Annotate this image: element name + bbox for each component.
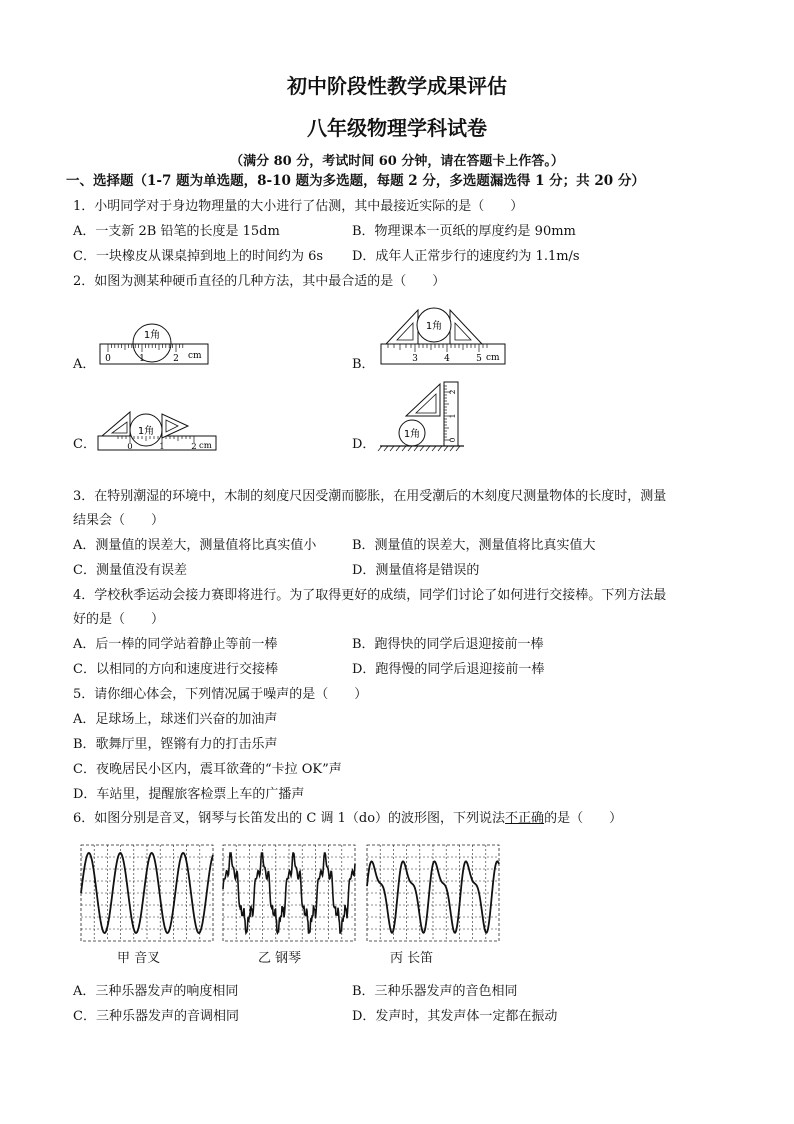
waveform-caption-1: 甲 音叉 bbox=[117, 951, 161, 966]
figure-c-coin-triangles-ruler bbox=[96, 410, 220, 452]
figure-c-coin-label: 1角 bbox=[137, 426, 155, 437]
paper-subtitle: 八年级物理学科试卷 bbox=[307, 116, 487, 140]
figure-c-tick-0: 0 bbox=[127, 442, 133, 452]
q4-option-b: B．跑得快的同学后退迎接前一棒 bbox=[352, 637, 544, 652]
q6-option-c: C．三种乐器发声的音调相同 bbox=[73, 1009, 239, 1024]
q1-option-c: C．一块橡皮从课桌掉到地上的时间约为 6s bbox=[73, 249, 324, 264]
waveform-piano bbox=[222, 844, 356, 942]
q4-stem-line2: 好的是（ ） bbox=[73, 612, 165, 627]
q3-stem-line2: 结果会（ ） bbox=[73, 513, 165, 528]
figure-d-tick-1: 1 bbox=[448, 413, 457, 419]
q2-option-b: B． bbox=[352, 357, 375, 372]
figure-a-tick-2: 2 bbox=[173, 354, 179, 364]
figure-c-unit: cm bbox=[199, 441, 212, 451]
figure-b-coin-triangles-ruler bbox=[378, 300, 508, 370]
figure-b-coin-label: 1角 bbox=[425, 321, 443, 332]
q2-option-a: A． bbox=[73, 357, 96, 372]
waveform-caption-3: 丙 长笛 bbox=[390, 951, 434, 966]
paper-title: 初中阶段性教学成果评估 bbox=[287, 74, 507, 98]
q1-option-b: B．物理课本一页纸的厚度约是 90mm bbox=[352, 224, 576, 239]
q5-option-a: A．足球场上，球迷们兴奋的加油声 bbox=[73, 712, 278, 727]
q6-option-b: B．三种乐器发声的音色相同 bbox=[352, 984, 518, 999]
figure-a-unit: cm bbox=[188, 351, 202, 361]
q4-stem-line1: 4．学校秋季运动会接力赛即将进行。为了取得更好的成绩，同学们讨论了如何进行交接棒。下列方法最 bbox=[73, 588, 667, 603]
figure-c-left-triangle bbox=[102, 412, 130, 436]
figure-b-tick-4: 4 bbox=[444, 354, 450, 364]
q5-option-b: B．歌舞厅里，铿锵有力的打击乐声 bbox=[73, 737, 278, 752]
q6-option-a: A．三种乐器发声的响度相同 bbox=[73, 984, 239, 999]
q3-stem-line1: 3．在特别潮湿的环境中，木制的刻度尺因受潮而膨胀，在用受潮后的木刻度尺测量物体的长度时，测量 bbox=[73, 489, 667, 504]
figure-a-tick-0: 0 bbox=[105, 354, 111, 364]
figure-d-vertical-ruler bbox=[378, 380, 468, 452]
q6-stem-pre: 6．如图分别是音叉，钢琴与长笛发出的 C 调 1（do）的波形图，下列说法 bbox=[73, 811, 506, 826]
figure-a-coin-label: 1角 bbox=[143, 330, 161, 341]
waveform-grid-2 bbox=[223, 845, 355, 941]
q5-option-c: C．夜晚居民小区内，震耳欲聋的“卡拉 OK”声 bbox=[73, 762, 342, 777]
q3-option-a: A．测量值的误差大，测量值将比真实值小 bbox=[73, 538, 317, 553]
q6-stem-underlined: 不正确 bbox=[505, 811, 545, 826]
q1-option-a: A．一支新 2B 铅笔的长度是 15dm bbox=[73, 224, 280, 239]
waveform-tuning-fork bbox=[80, 844, 214, 942]
q1-stem: 1．小明同学对于身边物理量的大小进行了估测，其中最接近实际的是（ ） bbox=[73, 199, 524, 214]
q3-option-c: C．测量值没有误差 bbox=[73, 563, 187, 578]
waveform-flute bbox=[366, 844, 500, 942]
q5-option-d: D．车站里，提醒旅客检票上车的广播声 bbox=[73, 787, 305, 802]
q6-option-d: D．发声时，其发声体一定都在振动 bbox=[352, 1009, 558, 1024]
figure-a-coin-ruler bbox=[96, 314, 212, 370]
q3-option-d: D．测量值将是错误的 bbox=[352, 563, 480, 578]
q4-option-c: C．以相同的方向和速度进行交接棒 bbox=[73, 662, 278, 677]
paper-note: （满分 80 分，考试时间 60 分钟，请在答题卡上作答。） bbox=[230, 154, 564, 169]
figure-d-tick-0: 0 bbox=[448, 437, 457, 443]
figure-d-triangle bbox=[406, 384, 440, 416]
figure-c-tick-2: 2 bbox=[191, 442, 197, 452]
q2-option-c: C． bbox=[73, 437, 96, 452]
q3-option-b: B．测量值的误差大，测量值将比真实值大 bbox=[352, 538, 596, 553]
q5-stem: 5．请你细心体会，下列情况属于噪声的是（ ） bbox=[73, 687, 368, 702]
q1-option-d: D．成年人正常步行的速度约为 1.1m/s bbox=[352, 249, 580, 264]
figure-d-tick-2: 2 bbox=[448, 389, 457, 395]
q2-option-d: D． bbox=[352, 437, 376, 452]
figure-b-unit: cm bbox=[486, 353, 500, 363]
section-heading: 一、选择题（1-7 题为单选题，8-10 题为多选题，每题 2 分，多选题漏选得 1 分；共 20 分） bbox=[66, 173, 645, 189]
figure-a-tick-1: 1 bbox=[139, 354, 145, 364]
q4-option-d: D．跑得慢的同学后退迎接前一棒 bbox=[352, 662, 545, 677]
figure-d-coin-label: 1角 bbox=[403, 429, 421, 440]
waveform-caption-2: 乙 钢琴 bbox=[258, 951, 302, 966]
q2-stem: 2．如图为测某种硬币直径的几种方法，其中最合适的是（ ） bbox=[73, 274, 446, 289]
figure-b-tick-5: 5 bbox=[476, 354, 482, 364]
q6-stem bbox=[73, 812, 622, 825]
figure-c-tick-1: 1 bbox=[159, 442, 165, 452]
q4-option-a: A．后一棒的同学站着静止等前一棒 bbox=[73, 637, 278, 652]
q6-stem-post: 的是（ ） bbox=[544, 811, 623, 826]
figure-b-tick-3: 3 bbox=[412, 354, 418, 364]
